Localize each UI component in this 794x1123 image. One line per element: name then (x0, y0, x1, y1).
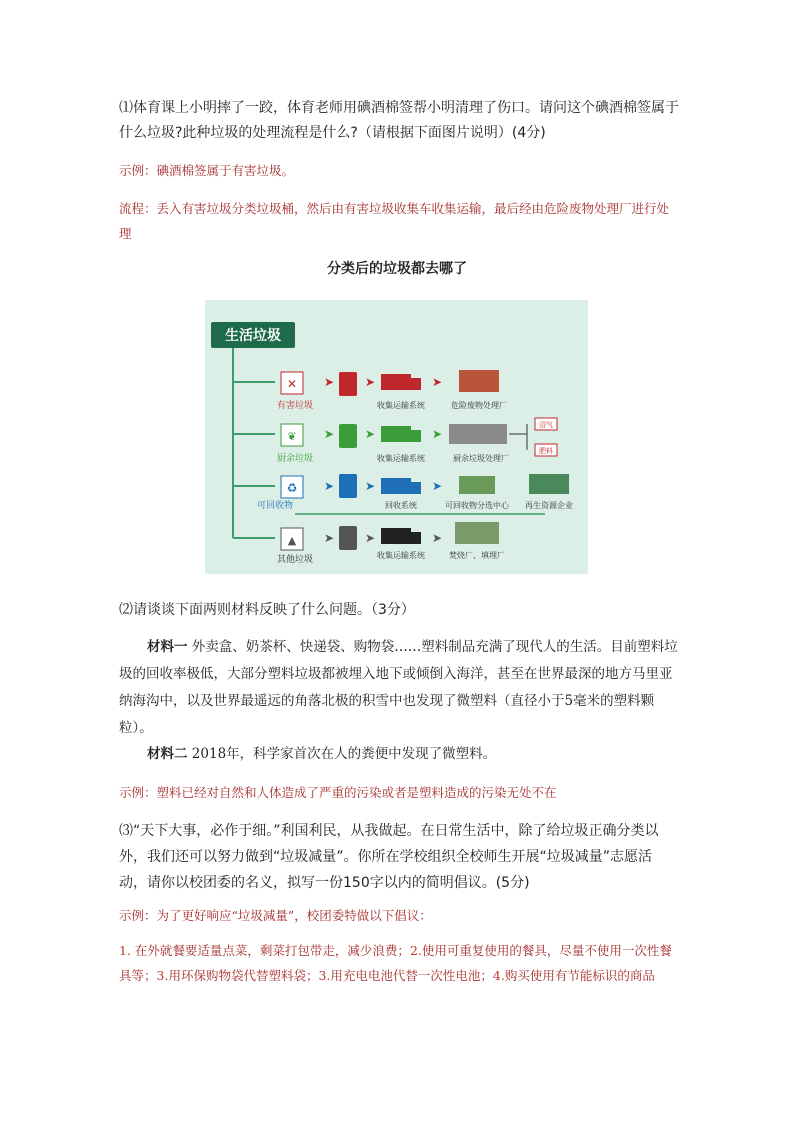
arrow-icon: ➤ (323, 479, 335, 493)
svg-text:✕: ✕ (286, 377, 298, 391)
arrow-icon: ➤ (431, 427, 443, 441)
facility-3: 可回收物分选中心 (445, 501, 509, 510)
proposal-item: 用环保购物袋代替塑料袋； (168, 968, 319, 983)
other-bin-icon (339, 526, 357, 550)
arrow-icon: ➤ (323, 375, 335, 389)
facility-4: 焚烧厂、填埋厂 (449, 551, 505, 560)
transport-3: 回收系统 (385, 501, 417, 510)
header-label: 生活垃圾 (225, 328, 281, 344)
material-1-text: 外卖盒、奶茶杯、快递袋、购物袋……塑料制品充满了现代人的生活。目前塑料垃圾的回收率极低，大部分塑料垃圾都被埋入地下或倾倒入海洋，甚至在世界最深的地方马里亚纳海沟中，以及世界最遥远的角落北极的积雪中也发现了微塑料（直径小于5毫米的塑料颗粒）。 (119, 639, 678, 736)
item-number: 4. (492, 968, 505, 983)
arrow-icon: ➤ (364, 531, 376, 545)
truck-icon (381, 374, 411, 390)
material-2-head: 材料二 (147, 746, 188, 762)
q3-example: 示例：为了更好响应“垃圾减量”，校团委特做以下倡议： (119, 908, 432, 923)
hazardous-bin-icon (339, 372, 357, 396)
truck-icon (381, 426, 411, 442)
category-kitchen: 厨余垃圾 (276, 454, 314, 464)
item-number: 1. (119, 943, 131, 958)
svg-text:♻: ♻ (286, 481, 298, 495)
proposal-item: 购买使用有节能标识的商品 (504, 968, 655, 983)
facility-2: 厨余垃圾处理厂 (453, 454, 509, 463)
material-2-text: 2018年，科学家首次在人的粪便中发现了微塑料。 (191, 746, 497, 762)
svg-text:▲: ▲ (287, 534, 297, 547)
factory-icon (459, 370, 499, 392)
proposal-item: 用充电电池代替一次性电池； (330, 968, 493, 983)
facility-3b: 再生资源企业 (525, 501, 573, 510)
transport-1: 收集运输系统 (377, 401, 425, 410)
q2-example: 示例：塑料已经对自然和人体造成了严重的污染或者是塑料造成的污染无处不在 (119, 785, 557, 800)
arrow-icon: ➤ (323, 531, 335, 545)
item-number: 2. (409, 943, 422, 958)
transport-2: 收集运输系统 (377, 454, 425, 463)
transport-4: 收集运输系统 (377, 551, 425, 560)
proposal-item: 在外就餐要适量点菜，剩菜打包带走，减少浪费； (134, 943, 410, 958)
q3-question: ⑶“天下大事，必作于细。”利国利民，从我做起。在日常生活中，除了给垃圾正确分类以外，我们还可以努力做到“垃圾减量”。你所在学校组织全校师生开展“垃圾减量”志愿活动，请你以校团委的名义，拟写一份150字以内的简明倡议。(5分) (119, 823, 659, 891)
q2-question: ⑵请谈谈下面两则材料反映了什么问题。（3分） (119, 602, 415, 618)
category-other: 其他垃圾 (276, 555, 314, 565)
factory-icon (449, 424, 507, 444)
truck-icon (381, 478, 411, 494)
item-number: 3. (156, 968, 169, 983)
recyclable-bin-icon (339, 474, 357, 498)
recycling-enterprise-icon (529, 474, 569, 494)
arrow-icon: ➤ (364, 427, 376, 441)
arrow-icon: ➤ (364, 479, 376, 493)
sorting-center-icon (459, 476, 495, 494)
arrow-icon: ➤ (323, 427, 335, 441)
category-recyclable: 可回收物 (256, 501, 294, 511)
arrow-icon: ➤ (431, 531, 443, 545)
arrow-icon: ➤ (364, 375, 376, 389)
item-number: 3. (318, 968, 331, 983)
material-1 (119, 634, 679, 742)
q3-proposals (119, 938, 679, 988)
category-hazardous: 有害垃圾 (276, 401, 314, 411)
material-1-head: 材料一 (147, 639, 188, 655)
q1-process: 流程：丢入有害垃圾分类垃圾桶，然后由有害垃圾收集车收集运输，最后经由危险废物处理厂进行处理 (119, 201, 670, 241)
arrow-icon: ➤ (431, 479, 443, 493)
svg-text:肥料: 肥料 (539, 447, 553, 455)
figure-caption: 分类后的垃圾都去哪了 (327, 261, 467, 277)
truck-icon (381, 528, 411, 544)
svg-text:❦: ❦ (287, 430, 297, 443)
waste-flow-figure (205, 300, 588, 574)
incineration-plant-icon (455, 522, 499, 544)
proposal-item: 使用可重复使用的餐具，尽量不使用一次性餐具等； (119, 943, 672, 983)
q1-example: 示例：碘酒棉签属于有害垃圾。 (119, 163, 295, 178)
facility-1: 危险废物处理厂 (451, 401, 507, 410)
arrow-icon: ➤ (431, 375, 443, 389)
kitchen-bin-icon (339, 424, 357, 448)
q1-question: ⑴体育课上小明摔了一跤，体育老师用碘酒棉签帮小明清理了伤口。请问这个碘酒棉签属于什么垃圾?此种垃圾的处理流程是什么?（请根据下面图片说明）(4分) (119, 100, 679, 141)
material-2 (119, 742, 679, 767)
svg-text:沼气: 沼气 (539, 421, 553, 429)
